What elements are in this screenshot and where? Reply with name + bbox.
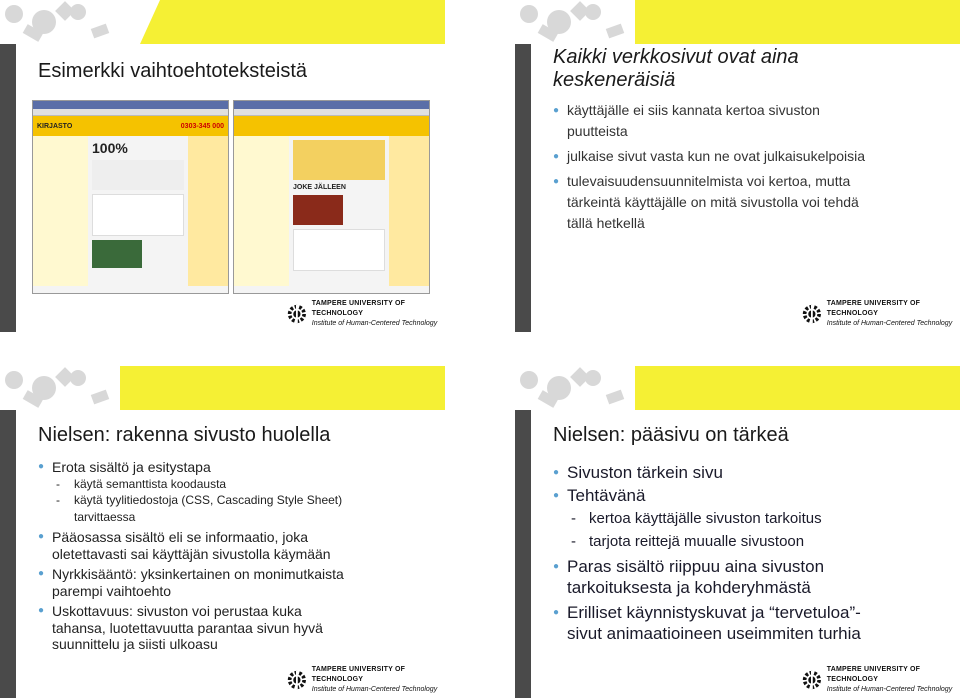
promo-badge: 100% — [92, 140, 128, 156]
title-line-1: Kaikki verkkosivut ovat aina — [553, 46, 799, 68]
banner-text: JOKE JÄLLEEN — [293, 184, 346, 191]
bullet-item: ● käyttäjälle ei siis kannata kertoa sivuston puutteista — [553, 102, 820, 139]
university-name: TAMPERE UNIVERSITY OF TECHNOLOGY — [311, 666, 406, 683]
slide-side-bar — [515, 410, 531, 698]
sub-bullet-item: - tarjota reittejä muualle sivustoon — [571, 533, 805, 550]
bullet-list — [551, 462, 861, 644]
bullet-list — [36, 459, 344, 653]
bullet-item: ● Nyrkkisääntö: yksinkertainen on monimutkaista parempi vaihtoehto — [38, 566, 344, 599]
bullet-item: ● Tehtävänä — [553, 486, 646, 505]
institute-name: Institute of Human-Centered Technology — [311, 320, 438, 327]
slide-2 — [515, 0, 960, 332]
institute-name: Institute of Human-Centered Technology — [826, 686, 953, 693]
screenshot-right — [233, 100, 430, 294]
institute-name: Institute of Human-Centered Technology — [826, 320, 953, 327]
slide-3 — [0, 366, 445, 698]
bullet-item: ● Uskottavuus: sivuston voi perustaa kuka tahansa, luotettavuutta parantaa sivun hyvä suunnittelu ja siisti ulkoasu — [38, 603, 323, 652]
bullet-item: ● Erota sisältö ja esitystapa — [38, 459, 211, 475]
decorative-pattern — [0, 366, 445, 410]
university-logo — [286, 665, 445, 695]
university-name: TAMPERE UNIVERSITY OF TECHNOLOGY — [826, 300, 921, 317]
gear-logo-icon — [286, 668, 308, 692]
university-logo — [801, 299, 960, 329]
slide-side-bar — [0, 44, 16, 332]
bullet-item: ● Pääosassa sisältö eli se informaatio, joka oletettavasti sai käyttäjän sivustolla käymään — [38, 529, 331, 562]
slide-title: Nielsen: pääsivu on tärkeä — [553, 424, 789, 446]
bullet-item: ● tulevaisuudensuunnitelmista voi kertoa, mutta tärkeintä käyttäjälle on mitä sivustolla voi tehdä tällä hetkellä — [553, 173, 859, 231]
university-name: TAMPERE UNIVERSITY OF TECHNOLOGY — [311, 300, 406, 317]
slide-4 — [515, 366, 960, 698]
gear-logo-icon — [801, 302, 823, 326]
sub-bullet-item: - käytä tyylitiedostoja (CSS, Cascading Style Sheet) tarvittaessa — [56, 493, 343, 524]
gear-logo-icon — [286, 302, 308, 326]
slide-title — [553, 46, 799, 92]
bullet-list — [551, 100, 865, 234]
decorative-pattern — [515, 0, 960, 44]
screenshot-left: KIRJASTO 0303-345 000 100% — [32, 100, 229, 294]
slide-side-bar — [0, 410, 16, 698]
bullet-item: ● julkaise sivut vasta kun ne ovat julkaisukelpoisia — [553, 148, 866, 164]
bullet-item: ● Paras sisältö riippuu aina sivuston tarkoituksesta ja kohderyhmästä — [553, 557, 825, 597]
decorative-pattern — [515, 366, 960, 410]
slide-title: Nielsen: rakenna sivusto huolella — [38, 424, 331, 446]
university-name: TAMPERE UNIVERSITY OF TECHNOLOGY — [826, 666, 921, 683]
title-line-2: keskeneräisiä — [553, 69, 676, 91]
phone-number: 0303-345 000 — [180, 122, 224, 130]
slide-title: Esimerkki vaihtoehtoteksteistä — [38, 60, 308, 82]
slide-1 — [0, 0, 445, 332]
bullet-item: ● Sivuston tärkein sivu — [553, 463, 723, 482]
sub-bullet-item: - käytä semanttista koodausta — [56, 476, 227, 491]
gear-logo-icon — [801, 668, 823, 692]
sub-bullet-item: - kertoa käyttäjälle sivuston tarkoitus — [571, 510, 822, 527]
university-logo — [286, 299, 445, 329]
institute-name: Institute of Human-Centered Technology — [311, 686, 438, 693]
slide-side-bar — [515, 44, 531, 332]
decorative-pattern — [0, 0, 445, 44]
bullet-item: ● Erilliset käynnistyskuvat ja “tervetuloa”- sivut animaatioineen useimmiten turhia — [553, 603, 861, 643]
university-logo — [801, 665, 960, 695]
